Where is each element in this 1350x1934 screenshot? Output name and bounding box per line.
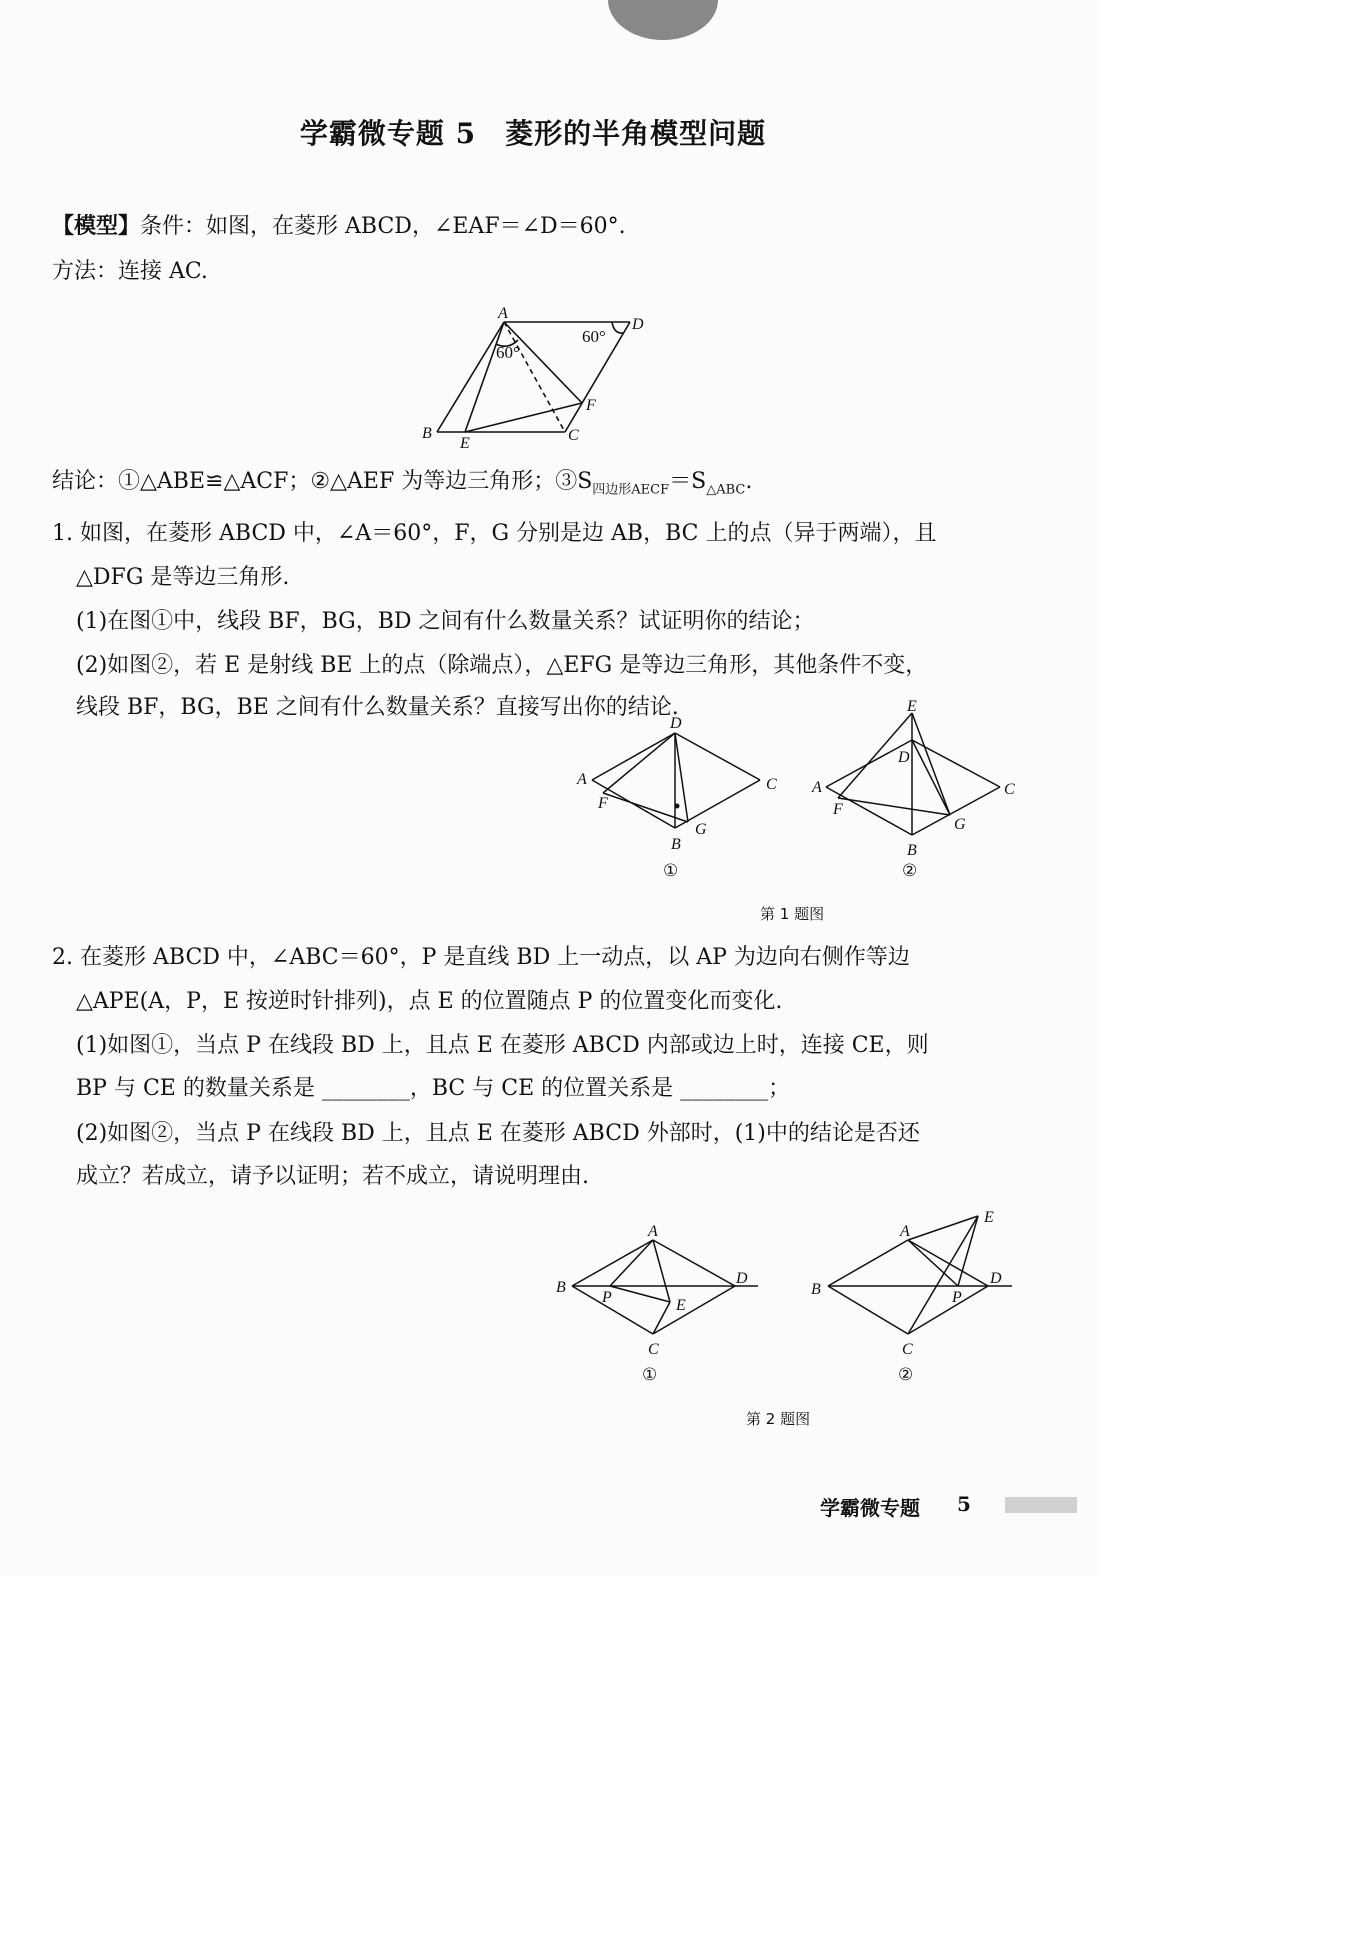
q1-f1-label-a: A [577,771,587,788]
q2-f1-label-d: D [736,1270,748,1287]
q1-f2-label-a: A [812,779,822,796]
q1-line-2: △DFG 是等边三角形. [76,565,290,590]
q1-line-1: 1. 如图，在菱形 ABCD 中，∠A＝60°，F，G 分别是边 AB，BC 上的点（异于两端），且 [52,521,937,546]
q2-f1-label-a: A [648,1223,658,1240]
q2-f1-label-c: C [648,1341,659,1358]
q1-f1-label-b: B [671,836,681,853]
q2-f2-label-b: B [811,1281,821,1298]
q1-f1-label-g: G [695,821,707,838]
footer-title: 学霸微专题 [820,1496,920,1520]
q1-f2-label-c: C [1004,781,1015,798]
model-label-e: E [460,435,470,452]
model-angle-d-label: 60° [582,327,606,346]
q1-f2-label-b: B [907,842,917,859]
q2-line-2: △APE(A，P，E 按逆时针排列)，点 E 的位置随点 P 的位置变化而变化. [76,989,783,1014]
model-label-f: F [586,397,596,414]
footer-decoration-bar [1005,1497,1077,1513]
page-number: 5 [957,1492,971,1516]
model-label-a: A [498,305,508,322]
q2-f2-label-d: D [990,1270,1002,1287]
q2-line-6: 成立？若成立，请予以证明；若不成立，请说明理由. [76,1164,589,1189]
q2-f2-label-c: C [902,1341,913,1358]
q2-f2-label-p: P [952,1289,962,1306]
q2-caption: 第 2 题图 [746,1410,811,1428]
model-method: 方法：连接 AC. [52,259,208,284]
q2-f2-number: ② [898,1365,914,1384]
q1-f2-label-f: F [833,801,843,818]
model-label-b: B [422,425,432,442]
q1-line-5: 线段 BF，BG，BE 之间有什么数量关系？直接写出你的结论. [76,695,679,720]
q2-line-5: (2)如图②，当点 P 在线段 BD 上，且点 E 在菱形 ABCD 外部时，(1)中的结论是否还 [76,1121,920,1146]
model-condition: 条件：如图，在菱形 ABCD，∠EAF＝∠D＝60°. [140,214,626,239]
q1-f2-label-g: G [954,816,966,833]
q1-f2-number: ② [902,861,918,880]
page-title: 学霸微专题 5 菱形的半角模型问题 [299,117,767,150]
q2-f1-number: ① [642,1365,658,1384]
model-conclusion-sub2: △ABC [706,482,746,498]
q1-f2-label-e: E [907,698,917,715]
q2-f2-label-a: A [900,1223,910,1240]
model-conclusion-text: 结论：①△ABE≌△ACF；②△AEF 为等边三角形；③S [52,469,593,494]
q1-line-4: (2)如图②，若 E 是射线 BE 上的点（除端点），△EFG 是等边三角形，其他条件不变， [76,653,928,678]
q2-f1-label-p: P [602,1289,612,1306]
q2-f1-label-b: B [556,1279,566,1296]
q2-f1-label-e: E [676,1297,686,1314]
q2-line-3: (1)如图①，当点 P 在线段 BD 上，且点 E 在菱形 ABCD 内部或边上时，连接 CE，则 [76,1033,929,1058]
model-label-c: C [568,427,579,444]
q1-f1-label-d: D [670,715,682,732]
model-label-d: D [632,316,644,333]
q1-line-3: (1)在图①中，线段 BF，BG，BD 之间有什么数量关系？试证明你的结论； [76,609,815,634]
model-angle-a-label: 60° [496,343,520,362]
q1-f1-label-f: F [598,795,608,812]
model-conclusion-mid: ＝S [669,469,707,494]
model-conclusion-end: . [745,469,753,494]
model-label: 【模型】 [52,213,141,239]
q1-caption: 第 1 题图 [760,905,825,923]
q2-line-1: 2. 在菱形 ABCD 中，∠ABC＝60°，P 是直线 BD 上一动点，以 AP 为边向右侧作等边 [52,945,910,970]
q1-f2-label-d: D [898,749,910,766]
q2-line-4: BP 与 CE 的数量关系是 ________，BC 与 CE 的位置关系是 ________； [76,1076,791,1101]
q2-f2-label-e: E [984,1209,994,1226]
q1-f1-label-c: C [766,776,777,793]
model-conclusion-sub: 四边形AECF [592,482,670,498]
q1-f1-number: ① [663,861,679,880]
